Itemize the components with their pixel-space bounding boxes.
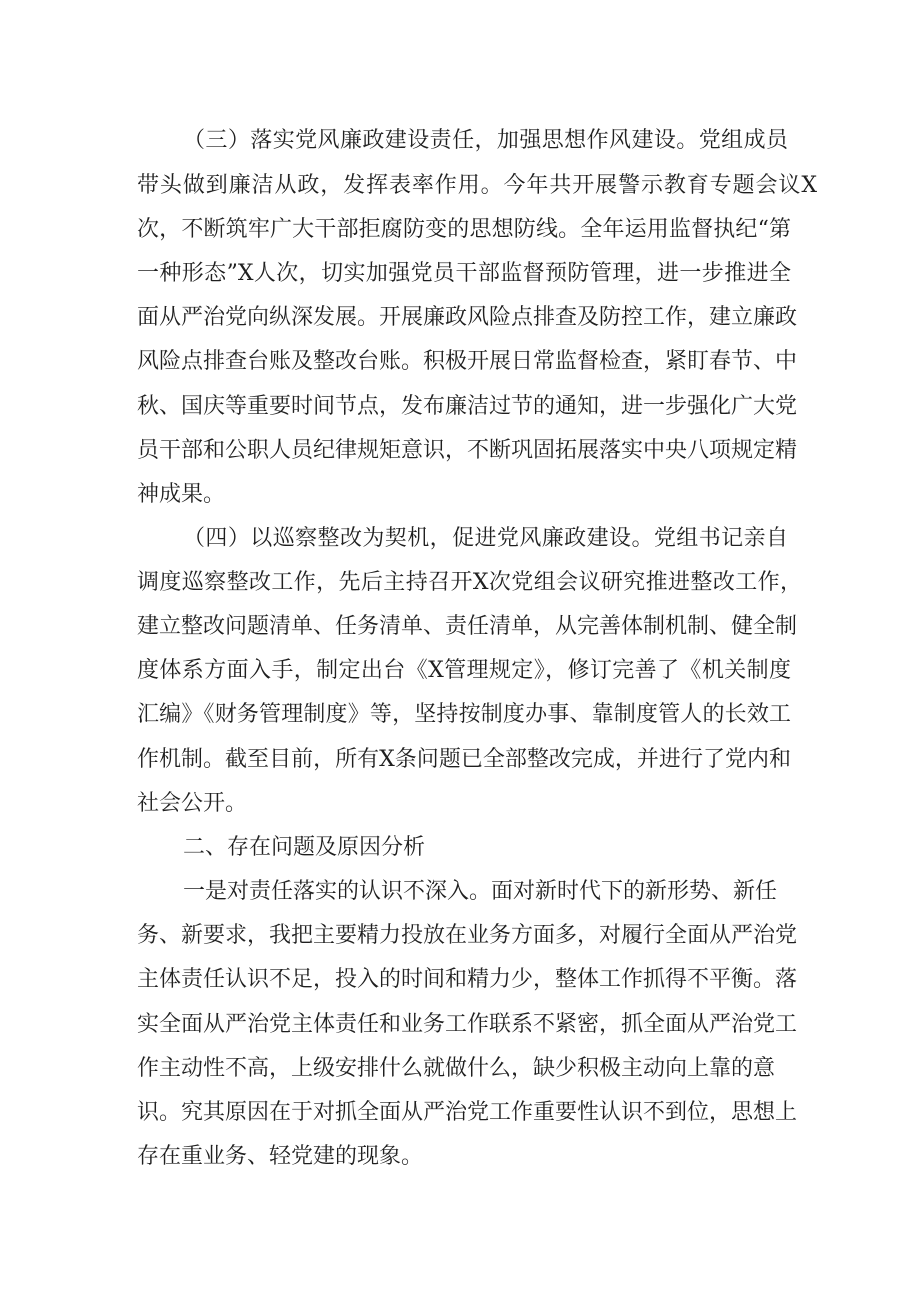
section4-line-1: （四）以巡察整改为契机，促进党风廉政建设。党组书记亲自 xyxy=(183,526,788,551)
problem1-line-1: 一是对责任落实的认识不深入。面对新时代下的新形势、新任 xyxy=(183,879,778,904)
section4-line-2: 调度巡察整改工作，先后主持召开X次党组会议研究推进整改工作， xyxy=(137,570,802,595)
section3-line-8: 员干部和公职人员纪律规矩意识，不断巩固拓展落实中央八项规定精 xyxy=(137,438,798,463)
problem1-line-3: 主体责任认识不足，投入的时间和精力少，整体工作抓得不平衡。落 xyxy=(137,967,798,992)
section4-line-6: 作机制。截至目前，所有X条问题已全部整改完成，并进行了党内和 xyxy=(137,747,791,772)
section4-line-3: 建立整改问题清单、任务清单、责任清单，从完善体制机制、健全制 xyxy=(137,614,798,639)
section3-line-9: 神成果。 xyxy=(137,482,226,507)
section3-line-2: 带头做到廉洁从政，发挥表率作用。今年共开展警示教育专题会议X xyxy=(137,173,817,198)
section4-line-5: 汇编》《财务管理制度》等，坚持按制度办事、靠制度管人的长效工 xyxy=(137,702,791,727)
problem1-line-6: 识。究其原因在于对抓全面从严治党工作重要性认识不到位，思想上 xyxy=(137,1100,798,1125)
section4-line-4: 度体系方面入手，制定出台《X管理规定》，修订完善了《机关制度 xyxy=(137,658,791,683)
section4-line-7: 社会公开。 xyxy=(137,791,248,816)
section3-line-5: 面从严治党向纵深发展。开展廉政风险点排查及防控工作，建立廉政 xyxy=(137,305,798,330)
section3-line-4: 一种形态”X人次，切实加强党员干部监督预防管理，进一步推进全 xyxy=(137,261,791,286)
problem1-line-4: 实全面从严治党主体责任和业务工作联系不紧密，抓全面从严治党工 xyxy=(137,1012,798,1037)
problem1-line-7: 存在重业务、轻党建的现象。 xyxy=(137,1144,424,1169)
section3-line-6: 风险点排查台账及整改台账。积极开展日常监督检查，紧盯春节、中 xyxy=(137,349,798,374)
section3-line-7: 秋、国庆等重要时间节点，发布廉洁过节的通知，进一步强化广大党 xyxy=(137,394,798,419)
section3-line-3: 次，不断筑牢广大干部拒腐防变的思想防线。全年运用监督执纪“第 xyxy=(137,217,791,242)
problem1-line-2: 务、新要求，我把主要精力投放在业务方面多，对履行全面从严治党 xyxy=(137,923,798,948)
problem1-line-5: 作主动性不高，上级安排什么就做什么，缺少积极主动向上靠的意 xyxy=(137,1056,776,1081)
section3-line-1: （三）落实党风廉政建设责任，加强思想作风建设。党组成员 xyxy=(183,128,788,153)
section-heading-problems: 二、存在问题及原因分析 xyxy=(183,835,426,860)
